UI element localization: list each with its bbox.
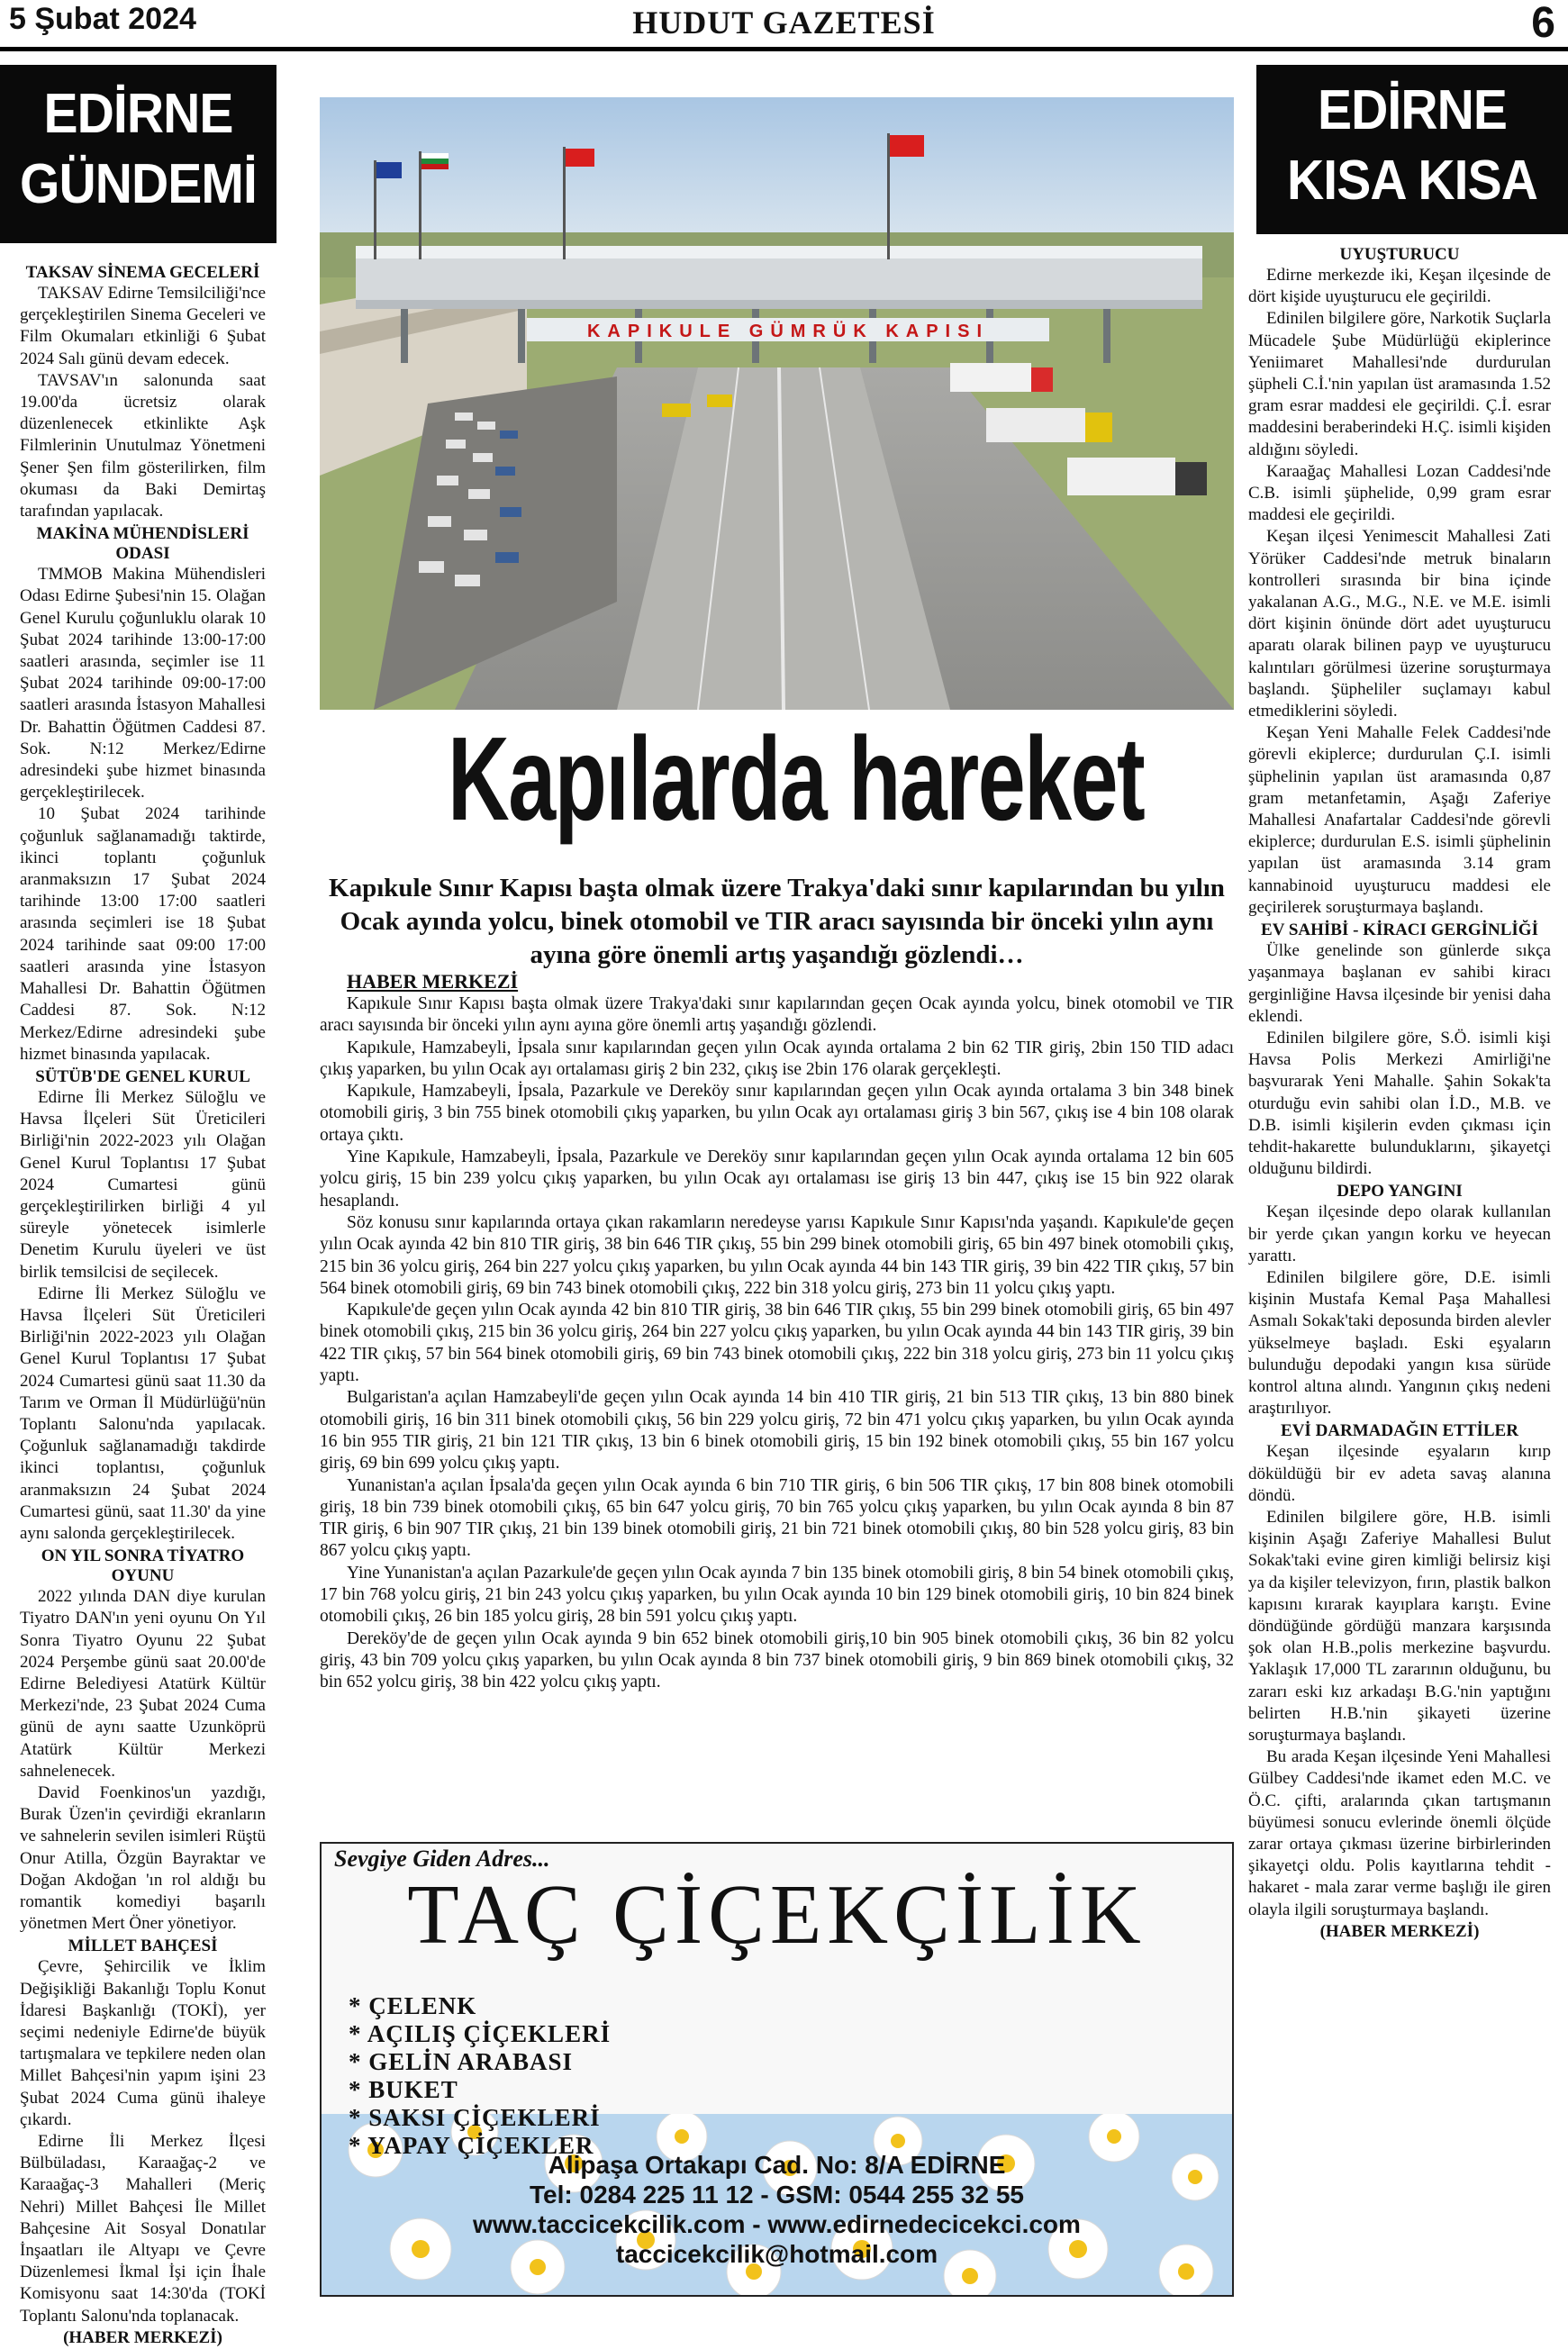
right-news-column — [1248, 243, 1551, 1943]
news-paragraph: Edinilen bilgilere göre, H.B. isimli kişinin Aşağı Zaferiye Mahallesi Bulut Sokak'taki evine giren kimliği belirsiz kişi ya da kişiler televizyon, fırın, plastik balkon kapısını kırarak kayıplara karıştı. Evine döndüğünde gördüğü manzara karşısında şok olan H.B.,polis merkezine başvurdu. Yaklaşık 17,000 TL zararının olduğunu, bu zararı eski kız arkadaşı B.G.'nin yaptığını belirten H.B.'nin şikayeti üzerine soruşturmaya başlandı. — [1248, 1507, 1551, 1745]
ad-service-item: * BUKET — [349, 2076, 458, 2103]
header-rule — [0, 47, 1568, 51]
news-paragraph: TMMOB Makina Mühendisleri Odası Edirne Şubesi'nin 15. Olağan Genel Kurulu çoğunluklu olarak 10 Şubat 2024 tarihinde 13:00-17:00 saatleri arasında, seçimler ise 11 Şubat 2024 tarihinde 09:00-17:00 saatleri arasında İstasyon Mahallesi Dr. Bahattin Öğütmen Caddesi 87. Sok. N:12 Merkez/Edirne adresindeki şube hizmet binasında gerçekleştirilecek. — [20, 565, 266, 803]
article-paragraph: Yine Yunanistan'a açılan Pazarkule'de geçen yılın Ocak ayında 7 bin 135 binek otomobili giriş, 8 bin 54 binek otomobili çıkış, 17 bin 768 yolcu giriş, 21 bin 243 yolcu çıkış yaparken, bu yılın Ocak ayında 10 bin 129 binek otomobili giriş, 10 bin 824 binek otomobili çıkış, 26 bin 185 yolcu giriş, 28 bin 591 yolcu çıkış yaptı. — [320, 1563, 1234, 1627]
news-paragraph: Çevre, Şehircilik ve İklim Değişikliği Bakanlığı Toplu Konut İdaresi Başkanlığı (TOKİ), yer seçimi nedeniyle Edirne'de büyük tartışmalara ve tepkilere neden olan Millet Bahçesi'nin yapım işini 23 Şubat 2024 Cuma günü ihaleye çıkardı. — [20, 1957, 266, 2129]
article-byline: HABER MERKEZİ — [347, 970, 519, 993]
news-paragraph: Edirne İli Merkez Süloğlu ve Havsa İlçeleri Süt Üreticileri Birliği'nin 2022-2023 yılı Olağan Genel Kurul Toplantısı 17 Şubat 2024 Cumartesi günü gerçekleştirilirken birliği 4 yıl süreyle yönetecek isimlerle Denetim Kurulu üyeleri ve üst birlik temsilcisi de seçilecek. — [20, 1087, 266, 1282]
ad-contact-block — [322, 2150, 1232, 2269]
article-paragraph: Kapıkule, Hamzabeyli, İpsala sınır kapılarından geçen yılın Ocak ayında ortalama 2 bin 62 TIR giriş, 2bin 150 TID adacı çıkış yaparken, bu yılın Ocak ayı ortalaması giriş 2 bin 232, çıkış ise 2bin 176 olarak gerçekleşti. — [320, 1038, 1234, 1079]
ad-slogan: Sevgiye Giden Adres... — [334, 1846, 550, 1872]
news-title: EVİ DARMADAĞIN ETTİLER — [1281, 1421, 1518, 1441]
ad-service-list — [349, 1992, 611, 2160]
article-paragraph: Kapıkule, Hamzabeyli, İpsala, Pazarkule ve Dereköy sınır kapılarından geçen yılın Ocak ayında ortalama 3 bin 348 binek otomobili giriş, 3 bin 755 binek otomobili çıkış yaparken, bu yılın Ocak ayı ortalaması giriş 3 bin 567, çıkış ise 4 bin 108 olarak ortaya çıktı. — [320, 1082, 1234, 1145]
news-paragraph: Keşan Yeni Mahalle Felek Caddesi'nde görevli ekiplerce; durdurulan Ç.I. isimli şüphelinin yapılan üst aramasında 0,87 gram metanfetamin, Aşağı Zaferiye Mahallesi Anafartalar Caddesi'nde görevli ekiplerce; durdurulan E.S. isimli şüphelinin yapılan üst aramasında 3.14 gram kannabinoid uyuşturucu maddesi ele geçirilerek soruşturmaya başlandı. — [1248, 723, 1551, 917]
news-paragraph: 10 Şubat 2024 tarihinde çoğunluk sağlanamadığı taktirde, ikinci toplantı çoğunluk aranmaksızın 17 Şubat 2024 tarihinde 13:00 17:00 saatleri arasında seçimleri ise 18 Şubat 2024 tarihinde saat 09:00 17:00 saatleri arasında yine İstasyon Mahallesi Dr. Bahattin Öğütmen Caddesi 87. Sok. N:12 Merkez/Edirne adresindeki şube hizmet binasında yapılacak. — [20, 804, 266, 1064]
news-paragraph: Keşan ilçesinde eşyaların kırıp döküldüğü bir ev adeta savaş alanına döndü. — [1248, 1442, 1551, 1505]
section-box-line1: EDİRNE — [1317, 79, 1507, 141]
news-paragraph: Edirne İli Merkez İlçesi Bülbüladası, Karaağaç-2 ve Karaağaç-3 Mahalleri (Meriç Nehri) Millet Bahçesi İle Millet Bahçesine Ait Sosyal Donatılar İnşaatları ile Altyapı ve Çevre Düzenlemesi İkmal İşi için İhale Komisyonu saat 14:30'da (TOKİ Toplantı Salonu'nda toplanacak. — [20, 2132, 266, 2326]
ad-service-item: * SAKSI ÇİÇEKLERİ — [349, 2104, 601, 2131]
news-paragraph: Edirne merkezde iki, Keşan ilçesinde de dört kişide uyuşturucu ele geçirildi. — [1248, 266, 1551, 307]
ad-address: Alipaşa Ortakapı Cad. No: 8/A EDİRNE — [548, 2151, 1006, 2179]
news-paragraph: TAKSAV Edirne Temsilciliği'nce gerçekleştirilen Sinema Geceleri ve Film Okumaları etkinliği 6 Şubat 2024 Salı günü devam edecek. — [20, 284, 266, 368]
news-paragraph: Bu arada Keşan ilçesinde Yeni Mahallesi Gülbey Caddesi'nde ikamet eden M.C. ve Ö.C. çifti, aralarında çıkan tartışmanın büyümesi sonucu evlerinde önemli ölçüde zarar ortaya çıkması üzerine birbirlerinden şikayetçi oldu. Polis kayıtlarına tehdit - hakaret - mala zarar verme başlığı ile giren olayla ilgili soruşturmaya başlandı. — [1248, 1747, 1551, 1919]
news-title: ON YIL SONRA TİYATRO OYUNU — [41, 1546, 245, 1586]
ad-title: TAÇ ÇİÇEKÇİLİK — [407, 1868, 1147, 1962]
news-paragraph: Karaağaç Mahallesi Lozan Caddesi'nde C.B. isimli şüphelide, 0,99 gram esrar maddesi ele geçirildi. — [1248, 461, 1551, 525]
news-paragraph: Edinilen bilgilere göre, Narkotik Suçlarla Mücadele Şube Müdürlüğü ekiplerince Yeniimaret Mahallesi'nde durdurulan şüpheli C.İ.'nin yapılan üst aramasında 1.52 gram esrar maddesi ele geçirildi. Ç.İ. esrar maddesini beraberindeki H.Ç. isimli kişiden aldığını söyledi. — [1248, 309, 1551, 459]
news-title: DEPO YANGINI — [1337, 1182, 1463, 1202]
left-news-column — [20, 261, 266, 2349]
news-paragraph: Edinilen bilgilere göre, D.E. isimli kişinin Mustafa Kemal Paşa Mahallesi Asmalı Sokak'taki deposunda birden alevler yükselmeye başladı. Eski eşyaların bulunduğu depodaki yangın kısa sürüde kontrol altına alındı. Yangının çıkış nedeni araştırılıyor. — [1248, 1267, 1551, 1419]
ad-service-item: * YAPAY ÇİÇEKLER — [349, 2132, 594, 2159]
main-headline: Kapılarda hareket — [448, 712, 1145, 845]
ad-phone: Tel: 0284 225 11 12 - GSM: 0544 255 32 55 — [530, 2181, 1024, 2208]
ad-service-item: * ÇELENK — [349, 1992, 477, 2019]
article-paragraph: Söz konusu sınır kapılarında ortaya çıkan rakamların neredeyse yarısı Kapıkule Sınır Kapısı'nda yaşandı. Kapıkule'de geçen yılın Ocak ayında 42 bin 810 TIR giriş, 38 bin 646 TIR çıkış, 55 bin 299 binek otomobili giriş, 65 bin 497 binek otomobili çıkış, 215 bin 36 yolcu giriş, 264 bin 227 yolcu çıkış yaparken, bu yılın Ocak ayında 44 bin 143 TIR giriş, 39 bin 422 TIR çıkış, 57 bin 564 binek otomobili giriş, 69 bin 743 binek otomobili çıkış, 222 bin 318 yolcu giriş, 273 bin 11 yolcu çıkış yaptı. — [320, 1212, 1234, 1298]
border-gate-photo — [320, 97, 1234, 710]
border-gate-illustration — [320, 97, 1234, 710]
section-box-line2: KISA KISA — [1286, 150, 1538, 212]
ad-email-link[interactable]: taccicekcilik@hotmail.com — [615, 2240, 938, 2268]
article-paragraph: Kapıkule'de geçen yılın Ocak ayında 42 bin 810 TIR giriş, 38 bin 646 TIR çıkış, 55 bin 299 binek otomobili giriş, 65 bin 497 binek otomobili çıkış, 215 bin 36 yolcu giriş, 264 bin 227 yolcu çıkış yaparken, bu yılın Ocak ayında 44 bin 143 TIR giriş, 39 bin 422 TIR çıkış, 57 bin 564 binek otomobili giriş, 69 bin 743 binek otomobili çıkış, 222 bin 318 yolcu giriş, 273 bin 11 yolcu çıkış yaptı. — [320, 1301, 1234, 1386]
news-paragraph: Edinilen bilgilere göre, S.Ö. isimli kişi Havsa Polis Merkezi Amirliği'ne başvurarak Yeni Mahalle. Şahin Sokak'ta oturduğu evin sahibi olan İ.D., M.B. ve D.B. isimli kişilerin evden çıkması için tehdit-hakarette bulunduklarını, şikayetçi olduğunu bildirdi. — [1248, 1028, 1551, 1179]
ad-service-item: * GELİN ARABASI — [349, 2048, 574, 2075]
news-paragraph: 2022 yılında DAN diye kurulan Tiyatro DAN'ın yeni oyunu On Yıl Sonra Tiyatro Oyunu 22 Şubat 2024 Perşembe günü saat 20.00'de Edirne Belediyesi Atatürk Kültür Merkezi'nde, 23 Şubat 2024 Cuma günü de aynı saatte Uzunköprü Atatürk Kültür Merkezi sahnelenecek. — [20, 1587, 266, 1781]
newspaper-name: HUDUT GAZETESİ — [632, 5, 936, 41]
article-body — [320, 993, 1234, 1694]
column-signature: (HABER MERKEZİ) — [1319, 1921, 1480, 1941]
section-box-line1: EDİRNE — [43, 83, 233, 145]
article-deck: Kapıkule Sınır Kapısı başta olmak üzere Trakya'daki sınır kapılarından bu yılın Ocak ayında yolcu, binek otomobil ve TIR aracı sayısında bir önceki yılın aynı ayına göre önemli artış yaşandığı gözlendi… — [329, 874, 1225, 969]
article-paragraph: Dereköy'de de geçen yılın Ocak ayında 9 bin 652 binek otomobili giriş,10 bin 905 binek otomobili çıkış, 36 bin 82 yolcu giriş, 43 bin 709 yolcu çıkış yaparken, bu yılın Ocak ayında 8 bin 737 binek otomobili giriş, 9 bin 869 binek otomobili çıkış, 32 bin 652 yolcu giriş, 38 bin 422 yolcu çıkış yaptı. — [320, 1628, 1234, 1692]
florist-advertisement — [320, 1842, 1234, 2297]
page-header — [0, 0, 1568, 47]
news-title: MAKİNA MÜHENDİSLERİ ODASI — [36, 524, 249, 564]
section-box-line2: GÜNDEMİ — [20, 153, 257, 215]
page-number: 6 — [1531, 0, 1555, 47]
news-title: TAKSAV SİNEMA GECELERİ — [25, 263, 260, 282]
news-title: MİLLET BAHÇESİ — [68, 1936, 218, 1956]
article-paragraph: Bulgaristan'a açılan Hamzabeyli'de geçen yılın Ocak ayında 14 bin 410 TIR giriş, 21 bin 513 TIR çıkış, 13 bin 880 binek otomobili giriş, 16 bin 311 binek otomobili çıkış, 56 bin 229 yolcu giriş, 72 bin 471 yolcu çıkış yaparken, bu yılın Ocak ayında 16 bin 955 TIR giriş, 21 bin 121 TIR çıkış, 13 bin 6 binek otomobili giriş, 15 bin 192 binek otomobili çıkış, 55 bin 167 yolcu giriş, 69 bin 699 yolcu çıkış yaptı. — [320, 1388, 1234, 1474]
ad-service-item: * AÇILIŞ ÇİÇEKLERİ — [349, 2020, 612, 2047]
news-title: UYUŞTURUCU — [1339, 245, 1460, 264]
news-paragraph: Edirne İli Merkez Süloğlu ve Havsa İlçeleri Süt Üreticileri Birliği'nin 2022-2023 yılı Olağan Genel Kurul Toplantısı 17 Şubat 2024 Cumartesi günü saat 11.30 da Tarım ve Orman İl Müdürlüğü'nün Toplantı Salonu'nda yapılacak. Çoğunluk sağlanamadığı takdirde ikinci toplantısı, çoğunluk aranmaksızın 24 Şubat 2024 Cumartesi günü, saat 11.30' da yine aynı salonda gerçekleştirilecek. — [20, 1283, 266, 1543]
news-paragraph: Ülke genelinde son günlerde sıkça yaşanmaya başlanan ev sahibi kiracı gerginliğine Havsa ilçesinde bir yenisi daha eklendi. — [1248, 941, 1551, 1026]
news-paragraph: Keşan ilçesi Yenimescit Mahallesi Zati Yörüker Caddesi'nde metruk binaların kontrolleri sırasında bir bina içinde yakalanan A.G., M.G., N.E. ve M.E. isimli dört kişinin önünde dört adet uyuşturucu aparatı olarak bilinen payp ve uyuşturucu kalıntıları görülmesi üzerine soruşturmaya başlandı. Şüpheliler suçlamayı kabul etmediklerini söyledi. — [1248, 527, 1551, 721]
ad-website-link[interactable]: www.taccicekcilik.com - www.edirnedecicekci.com — [473, 2210, 1081, 2238]
section-box-edirne-kisa-kisa — [1256, 65, 1568, 234]
news-paragraph: Keşan ilçesinde depo olarak kullanılan bir yerde çıkan yangın korku ve heyecan yarattı. — [1248, 1202, 1551, 1265]
news-paragraph: David Foenkinos'un yazdığı, Burak Üzen'in çevirdiği ekranların ve sahnelerin sevilen isimleri Rüştü Onur Atilla, Özgün Bayraktar ve Doğan Akdoğan 'ın rol aldığı bu romantik komediyi başarılı yönetmen Mert Öner yönetiyor. — [20, 1783, 266, 1934]
issue-date: 5 Şubat 2024 — [9, 2, 196, 36]
gate-sign-text: KAPIKULE GÜMRÜK KAPISI — [586, 322, 990, 341]
news-title: EV SAHİBİ - KİRACI GERGİNLİĞİ — [1261, 921, 1538, 940]
article-paragraph: Yine Kapıkule, Hamzabeyli, İpsala, Pazarkule ve Dereköy sınır kapılarından geçen yılın Ocak ayında ortalama 12 bin 605 yolcu giriş, 15 bin 239 yolcu çıkış yaparken, bu yılın Ocak ayı ortalaması ise giriş 13 bin 447, çıkış ise 15 bin 922 olarak hesaplandı. — [320, 1147, 1234, 1211]
column-signature: (HABER MERKEZİ) — [63, 2327, 222, 2347]
news-title: SÜTÜB'DE GENEL KURUL — [35, 1066, 250, 1086]
section-box-edirne-gundemi — [0, 65, 276, 243]
article-paragraph: Yunanistan'a açılan İpsala'da geçen yılın Ocak ayında 6 bin 710 TIR giriş, 6 bin 506 TIR çıkış, 17 bin 808 binek otomobili giriş, 18 bin 739 binek otomobili çıkış, 65 bin 647 yolcu giriş, 70 bin 765 yolcu çıkış yaparken, bu yılın Ocak ayında 8 bin 87 TIR giriş, 6 bin 907 TIR çıkış, 21 bin 139 binek otomobili giriş, 21 bin 721 binek otomobili çıkış, 80 bin 528 yolcu giriş, 83 bin 867 yolcu çıkış yaptı. — [320, 1475, 1234, 1561]
article-paragraph: Kapıkule Sınır Kapısı başta olmak üzere Trakya'daki sınır kapılarından geçen Ocak ayında yolcu, binek otomobil ve TIR aracı sayısında bir önceki yılın aynı ayına göre önemli artış yaşandığı gözlendi. — [320, 994, 1234, 1036]
news-paragraph: TAVSAV'ın salonunda saat 19.00'da ücretsiz olarak düzenlenecek etkinlikte Aşk Filmlerinin Unutulmaz Yönetmeni Şener Şen film gösterilirken, film okuması da Baki Demirtaş tarafından yapılacak. — [20, 370, 266, 521]
